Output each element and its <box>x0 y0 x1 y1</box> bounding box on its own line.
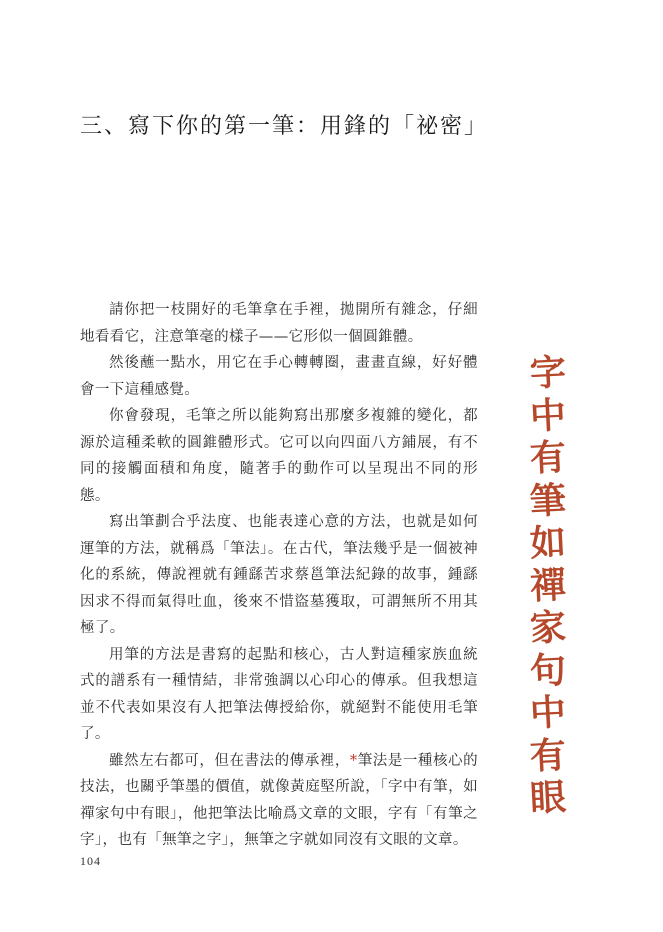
paragraph <box>80 748 478 854</box>
paragraph: 寫出筆劃合乎法度、也能表達心意的方法，也就是如何運筆的方法，就稱爲「筆法」。在古代，筆法幾乎是一個被神化的系統，傳說裡就有鍾繇苦求蔡邕筆法紀錄的故事，鍾繇因求不得而氣得吐血，後來不惜盜墓獲取，可謂無所不用其極了。 <box>80 514 478 636</box>
calligraphy-char: 禪 <box>528 563 568 608</box>
footnote-mark[interactable]: * <box>349 752 358 769</box>
calligraphy-char: 眼 <box>528 776 568 820</box>
body-text <box>80 297 478 854</box>
paragraph: 請你把一枝開好的毛筆拿在手裡，拋開所有雜念，仔細地看看它，注意筆毫的樣子——它形似一個圓錐體。 <box>80 302 478 345</box>
calligraphy-char: 有 <box>528 733 568 778</box>
calligraphy-char: 如 <box>528 521 568 565</box>
calligraphy-char: 家 <box>528 606 568 650</box>
paragraph: 然後蘸一點水，用它在手心轉轉圈，畫畫直線，好好體會一下這種感覺。 <box>80 355 478 398</box>
calligraphy-char: 筆 <box>528 478 568 523</box>
calligraphy-char: 中 <box>528 691 568 735</box>
calligraphy-char: 中 <box>528 393 568 438</box>
page-number: 104 <box>80 854 101 868</box>
chapter-title: 三、寫下你的第一筆：用鋒的「祕密」 <box>80 114 489 139</box>
calligraphy-char: 句 <box>528 648 568 693</box>
paragraph-text-after-note: 筆法是一種核心的技法，也關乎筆墨的價值，就像黃庭堅所說，「字中有筆，如禪家句中有眼」，他把筆法比喻爲文章的文眼，字有「有筆之字」，也有「無筆之字」，無筆之字就如同沒有文眼的文章。 <box>80 752 478 848</box>
paragraph: 用筆的方法是書寫的起點和核心，古人對這種家族血統式的譜系有一種情結，非常強調以心印心的傳承。但我想這並不代表如果沒有人把筆法傳授給你，就絕對不能使用毛筆了。 <box>80 646 478 742</box>
calligraphy-quote <box>520 352 576 820</box>
calligraphy-char: 有 <box>528 436 568 480</box>
paragraph: 你會發現，毛筆之所以能夠寫出那麼多複雜的變化，都源於這種柔軟的圓錐體形式。它可以向四面八方鋪展，有不同的接觸面積和角度，隨著手的動作可以呈現出不同的形態。 <box>80 408 478 504</box>
paragraph-text-before-note: 雖然左右都可，但在書法的傳承裡， <box>109 752 350 769</box>
calligraphy-char: 字 <box>528 351 568 395</box>
